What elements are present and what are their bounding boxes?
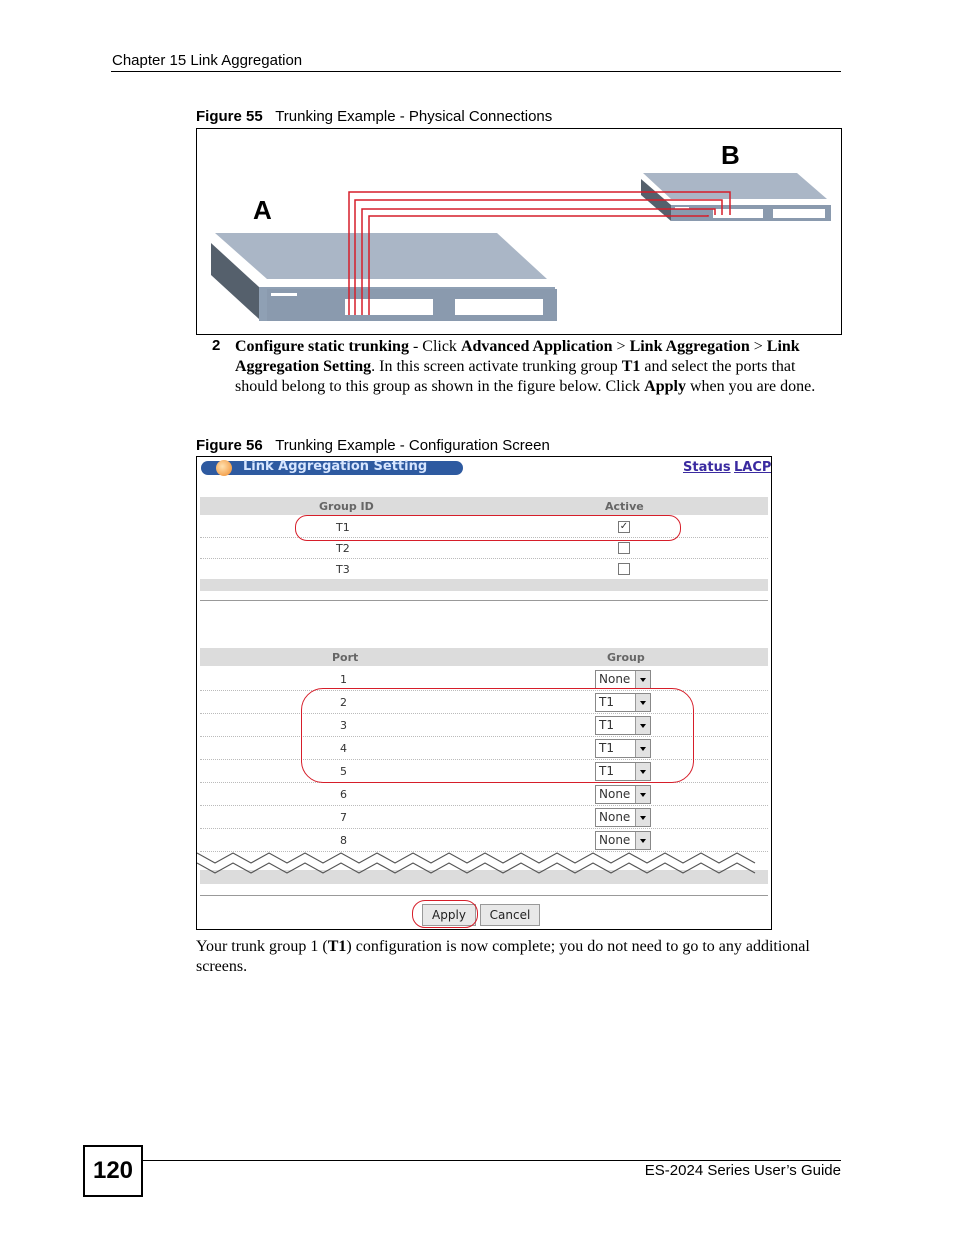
chevron-down-icon[interactable] xyxy=(635,671,650,688)
status-link[interactable]: Status xyxy=(683,460,731,475)
port-number: 1 xyxy=(340,673,347,686)
figure-55-caption xyxy=(196,108,552,125)
switch-b-image xyxy=(641,173,831,221)
chevron-down-icon[interactable] xyxy=(635,786,650,803)
closing-segment: ) configuration is now complete; you do not need to go to any additional screens. xyxy=(196,938,810,975)
port-number: 5 xyxy=(340,765,347,778)
group-select-value: None xyxy=(599,810,631,824)
step-text-segment: T1 xyxy=(621,358,641,375)
apply-highlight xyxy=(412,900,478,928)
step-text xyxy=(235,337,841,397)
active-header: Active xyxy=(605,500,644,513)
step-text-segment: Link Aggregation Setting xyxy=(235,338,800,375)
switch-a-image xyxy=(211,233,557,321)
group-select-value: None xyxy=(599,787,631,801)
chevron-down-icon[interactable] xyxy=(635,809,650,826)
port-number: 3 xyxy=(340,719,347,732)
step-text-segment: and select the ports that should belong to this group as shown in the figure below. Click xyxy=(235,358,796,395)
group-select-value: T1 xyxy=(599,741,614,755)
step-number: 2 xyxy=(212,337,221,354)
title-orb-icon xyxy=(216,460,232,476)
button-divider xyxy=(200,895,768,896)
figure-55-title: Trunking Example - Physical Connections xyxy=(275,108,553,125)
port-number: 2 xyxy=(340,696,347,709)
group-select[interactable] xyxy=(595,808,651,827)
figure-56-label: Figure 56 xyxy=(196,437,263,454)
step-text-segment: Link Aggregation xyxy=(629,338,750,355)
closing-segment: Your trunk group 1 ( xyxy=(196,938,328,955)
port-table-header xyxy=(200,648,768,666)
step-text-segment: Configure static trunking xyxy=(235,338,409,355)
switch-diagram xyxy=(197,129,841,334)
figure-56-config-screen xyxy=(196,456,772,930)
group-table-footer xyxy=(200,579,768,591)
switch-a-label: A xyxy=(253,195,272,225)
group-select-value: T1 xyxy=(599,718,614,732)
ports-highlight xyxy=(301,688,694,783)
group-select-value: T1 xyxy=(599,695,614,709)
t1-highlight xyxy=(295,515,681,541)
group-id: T3 xyxy=(336,563,350,576)
footer-rule xyxy=(141,1160,841,1161)
group-row xyxy=(200,538,768,559)
port-number: 8 xyxy=(340,834,347,847)
port-header: Port xyxy=(332,651,359,664)
port-number: 4 xyxy=(340,742,347,755)
group-select[interactable] xyxy=(595,670,651,689)
screen-title: Link Aggregation Setting xyxy=(243,459,428,474)
torn-edge xyxy=(197,850,771,890)
figure-56-title: Trunking Example - Configuration Screen xyxy=(275,437,550,454)
group-id-header: Group ID xyxy=(319,500,374,513)
step-text-segment: when you are done. xyxy=(685,378,816,395)
group-select[interactable] xyxy=(595,831,651,850)
group-select[interactable] xyxy=(595,785,651,804)
step-text-segment: > xyxy=(749,338,767,355)
active-checkbox[interactable]: ✓ xyxy=(619,521,629,532)
group-select-value: None xyxy=(599,833,631,847)
port-row xyxy=(200,829,768,852)
port-row xyxy=(200,806,768,829)
step-text-segment: Apply xyxy=(644,378,686,395)
step-text-segment: Advanced Application xyxy=(460,338,613,355)
group-header: Group xyxy=(607,651,645,664)
guide-title: ES-2024 Series User’s Guide xyxy=(644,1162,841,1179)
group-table-header xyxy=(200,497,768,515)
port-number: 6 xyxy=(340,788,347,801)
step-text-segment: . In this screen activate trunking group xyxy=(371,358,622,375)
active-checkbox[interactable] xyxy=(618,542,630,554)
active-checkbox[interactable] xyxy=(618,563,630,575)
group-select-value: T1 xyxy=(599,764,614,778)
chevron-down-icon[interactable] xyxy=(635,832,650,849)
group-row xyxy=(200,559,768,580)
lacp-link[interactable]: LACP xyxy=(734,460,772,475)
header-rule xyxy=(111,71,841,72)
group-select-value: None xyxy=(599,672,631,686)
running-header: Chapter 15 Link Aggregation xyxy=(112,52,303,69)
switch-b-label: B xyxy=(721,140,740,170)
step-text-segment: - Click xyxy=(408,338,461,355)
port-row xyxy=(200,783,768,806)
cancel-button[interactable]: Cancel xyxy=(480,904,540,926)
closing-paragraph xyxy=(196,937,836,977)
step-text-segment: > xyxy=(612,338,630,355)
group-id: T1 xyxy=(336,521,350,534)
figure-56-caption xyxy=(196,437,550,454)
figure-55-label: Figure 55 xyxy=(196,108,263,125)
apply-button[interactable]: Apply xyxy=(422,904,476,926)
port-number: 7 xyxy=(340,811,347,824)
figure-55-physical-connections xyxy=(196,128,842,335)
page-number: 120 xyxy=(83,1145,143,1197)
section-divider xyxy=(200,600,768,601)
closing-segment: T1 xyxy=(327,938,347,955)
group-id: T2 xyxy=(336,542,350,555)
